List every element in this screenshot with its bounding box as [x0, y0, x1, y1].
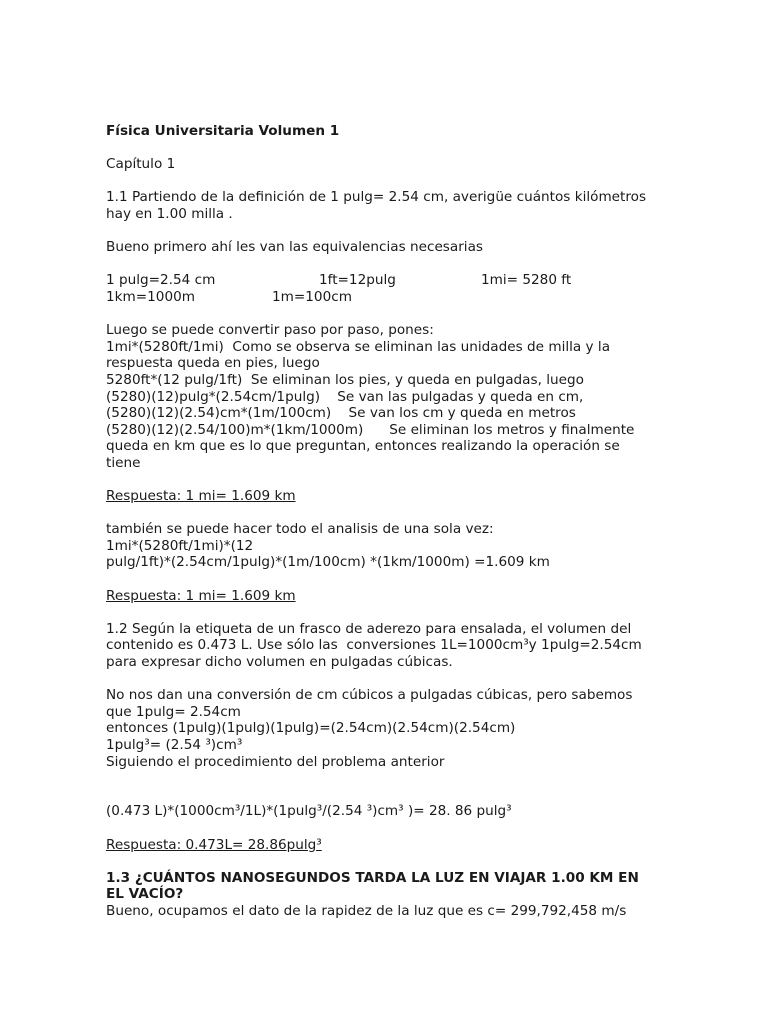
problem-1-3: [106, 870, 666, 920]
step-line: No nos dan una conversión de cm cúbicos a pulgadas cúbicas, pero sabemos: [106, 687, 633, 704]
equivalence: 1mi= 5280 ft: [481, 272, 572, 289]
problem-1-2-question: [106, 621, 666, 671]
equivalence: 1km=1000m: [106, 288, 195, 305]
answer-1-1: Respuesta: 1 mi= 1.609 km: [106, 488, 296, 505]
step-line: (5280)(12)(2.54/100)m*(1km/1000m) Se eliminan los metros y finalmente: [106, 421, 635, 438]
step-line: tiene: [106, 454, 141, 471]
problem-1-1-question: [106, 189, 666, 222]
question-line: EL VACÍO?: [106, 886, 184, 903]
step-line: Bueno, ocupamos el dato de la rapidez de la luz que es c= 299,792,458 m/s: [106, 902, 627, 919]
step-line: (5280)(12)pulg*(2.54cm/1pulg) Se van las pulgadas y queda en cm,: [106, 388, 584, 405]
step-line: 1pulg³= (2.54 ³)cm³: [106, 736, 243, 753]
question-line: 1.2 Según la etiqueta de un frasco de aderezo para ensalada, el volumen del: [106, 620, 632, 637]
question-line: contenido es 0.473 L. Use sólo las conversiones 1L=1000cm³y 1pulg=2.54cm: [106, 637, 642, 654]
problem-1-2-calculation: (0.473 L)*(1000cm³/1L)*(1pulg³/(2.54 ³)cm³ )= 28. 86 pulg³: [106, 803, 512, 820]
equivalences-block: [106, 272, 666, 305]
step-line: pulg/1ft)*(2.54cm/1pulg)*(1m/100cm) *(1km/1000m) =1.609 km: [106, 554, 550, 571]
document-title: Física Universitaria Volumen 1: [106, 123, 340, 139]
answer-1-1-repeat: Respuesta: 1 mi= 1.609 km: [106, 587, 296, 604]
question-line: 1.1 Partiendo de la definición de 1 pulg= 2.54 cm, averigüe cuántos kilómetros: [106, 189, 647, 206]
equivalence: 1 pulg=2.54 cm: [106, 272, 216, 289]
question-line: hay en 1.00 milla .: [106, 205, 233, 222]
question-line: 1.3 ¿CUÁNTOS NANOSEGUNDOS TARDA LA LUZ EN VIAJAR 1.00 KM EN: [106, 869, 639, 886]
equivalences-row: [106, 272, 666, 289]
single-step-conversion: [106, 521, 666, 571]
step-line: respuesta queda en pies, luego: [106, 355, 320, 372]
equivalence: 1ft=12pulg: [319, 272, 396, 289]
step-line: 5280ft*(12 pulg/1ft) Se eliminan los pies, y queda en pulgadas, luego: [106, 371, 584, 388]
step-line: 1mi*(5280ft/1mi)*(12: [106, 537, 254, 554]
chapter-heading: Capítulo 1: [106, 156, 176, 173]
problem-1-2-work: [106, 687, 666, 770]
step-line: entonces (1pulg)(1pulg)(1pulg)=(2.54cm)(2.54cm)(2.54cm): [106, 720, 516, 737]
step-line: 1mi*(5280ft/1mi) Como se observa se eliminan las unidades de milla y la: [106, 338, 611, 355]
equivalence: 1m=100cm: [272, 288, 352, 305]
equivalences-intro: Bueno primero ahí les van las equivalencias necesarias: [106, 239, 484, 256]
question-line: para expresar dicho volumen en pulgadas cúbicas.: [106, 654, 453, 670]
blank-line: [106, 787, 666, 804]
step-by-step-conversion: [106, 322, 666, 471]
step-line: también se puede hacer todo el analisis de una sola vez:: [106, 521, 494, 538]
answer-1-2: Respuesta: 0.473L= 28.86pulg³: [106, 836, 322, 853]
step-line: queda en km que es lo que preguntan, entonces realizando la operación se: [106, 438, 620, 455]
document-page: [106, 123, 666, 936]
step-line: (5280)(12)(2.54)cm*(1m/100cm) Se van los cm y queda en metros: [106, 405, 576, 422]
step-line: que 1pulg= 2.54cm: [106, 703, 241, 720]
equivalences-row: [106, 289, 666, 306]
step-line: Luego se puede convertir paso por paso, pones:: [106, 322, 434, 339]
step-line: Siguiendo el procedimiento del problema anterior: [106, 753, 445, 770]
